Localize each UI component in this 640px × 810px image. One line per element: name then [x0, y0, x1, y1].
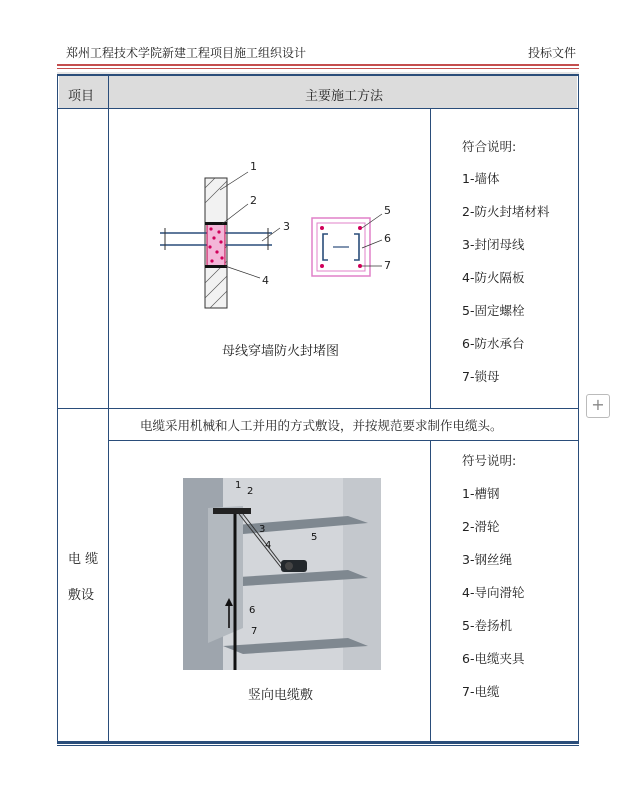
callout-2: 2: [250, 194, 257, 207]
note-row2-1: 1-槽钢: [462, 486, 500, 501]
callout-5: 5: [384, 204, 391, 217]
header-rule-thin: [57, 68, 579, 69]
figure-caption-firestop: 母线穿墙防火封堵图: [222, 344, 340, 359]
cable-callout-7: 7: [251, 626, 258, 637]
note-row2-3: 3-钢丝绳: [462, 552, 512, 567]
row-label-line1: 电 缆: [68, 552, 99, 567]
note-row1-2: 2-防火封堵材料: [462, 204, 550, 219]
note-row1-1: 1-墙体: [462, 171, 500, 186]
callout-1: 1: [250, 160, 257, 173]
cable-callout-3: 3: [259, 524, 266, 535]
figure-caption-vertical-cable: 竖向电缆敷: [248, 688, 314, 703]
note-row2-5: 5-卷扬机: [462, 618, 512, 633]
page-header-left: 郑州工程技术学院新建工程项目施工组织设计: [66, 46, 307, 60]
page-header-right: 投标文件: [527, 46, 576, 60]
note-row1-7: 7-锁母: [462, 369, 500, 384]
callout-6: 6: [384, 232, 391, 245]
note-row2-4: 4-导向滑轮: [462, 585, 525, 600]
note-row1-6: 6-防水承台: [462, 336, 525, 351]
note-row1-3: 3-封闭母线: [462, 237, 525, 252]
notes-title-row2: 符号说明:: [462, 453, 517, 468]
callout-4: 4: [262, 274, 269, 287]
note-row2-2: 2-滑轮: [462, 519, 500, 534]
cable-callout-5: 5: [311, 532, 318, 543]
note-row2-7: 7-电缆: [462, 684, 500, 699]
busbar-firestop-diagram: [150, 148, 410, 328]
cable-callout-4: 4: [265, 540, 272, 551]
cable-callout-1: 1: [235, 480, 242, 491]
column-header-method: 主要施工方法: [305, 89, 384, 104]
table-bottom-rule-thin: [57, 745, 579, 746]
table-bottom-rule: [57, 741, 579, 744]
row-label-line2: 敷设: [68, 588, 95, 603]
add-row-button[interactable]: +: [586, 394, 610, 418]
notes-title-row1: 符合说明:: [462, 139, 517, 154]
callout-7: 7: [384, 259, 391, 272]
note-row1-4: 4-防火隔板: [462, 270, 525, 285]
cable-callout-2: 2: [247, 486, 254, 497]
callout-3: 3: [283, 220, 290, 233]
note-row1-5: 5-固定螺栓: [462, 303, 525, 318]
note-row2-6: 6-电缆夹具: [462, 651, 525, 666]
column-header-item: 项目: [68, 89, 95, 104]
cable-callout-6: 6: [249, 605, 256, 616]
cable-laying-description: 电缆采用机械和人工并用的方式敷设，并按规范要求制作电缆头。: [140, 418, 503, 433]
vertical-cable-laying-diagram: [183, 478, 381, 670]
header-rule: [57, 64, 579, 66]
